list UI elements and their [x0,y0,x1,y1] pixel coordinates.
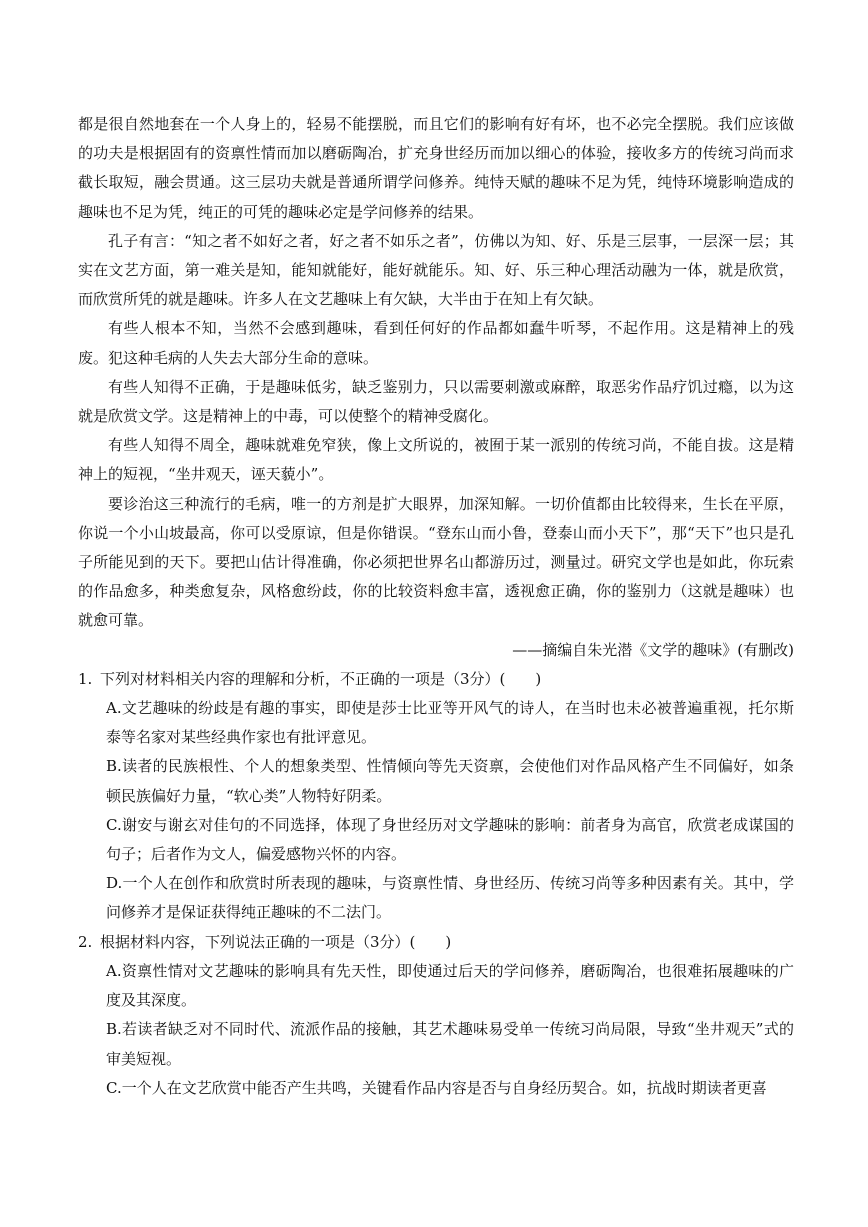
question-2-option-a [106,957,794,1015]
passage-source: ——摘编自朱光潜《文学的趣味》(有删改) [512,640,794,659]
question-1-option-c [106,811,794,869]
passage-paragraph-6: 要诊治这三种流行的毛病，唯一的方剂是扩大眼界，加深知解。一切价值都由比较得来，生长在平原，你说一个小山坡最高，你可以受原谅，但是你错误。“登东山而小鲁，登泰山而小天下”，那“天下”也只是孔子所能见到的天下。要把山估计得准确，你必须把世界名山都游历过，测量过。研究文学也是如此，你玩索的作品愈多，种类愈复杂，风格愈纷歧，你的比较资料愈丰富，透视愈正确，你的鉴别力（这就是趣味）也就愈可靠。 [78,494,794,630]
document-page [78,110,794,1103]
option-letter: C. [106,815,122,834]
question-1-stem [78,665,794,694]
passage-paragraph-2: 孔子有言：“知之者不如好之者，好之者不如乐之者”，仿佛以为知、好、乐是三层事，一层深一层；其实在文艺方面，第一难关是知，能知就能好，能好就能乐。知、好、乐三种心理活动融为一体，就是欣赏，而欣赏所凭的就是趣味。许多人在文艺趣味上有欠缺，大半由于在知上有欠缺。 [78,231,794,309]
question-1-option-a [106,694,794,752]
passage-paragraph-1: 都是很自然地套在一个人身上的，轻易不能摆脱，而且它们的影响有好有坏，也不必完全摆脱。我们应该做的功夫是根据固有的资禀性情而加以磨砺陶冶，扩充身世经历而加以细心的体验，接收多方的传统习尚而求截长取短，融会贯通。这三层功夫就是普通所谓学问修养。纯恃天赋的趣味不足为凭，纯恃环境影响造成的趣味也不足为凭，纯正的可凭的趣味必定是学问修养的结果。 [78,115,794,221]
option-text: 文艺趣味的纷歧是有趣的事实，即使是莎士比亚等开风气的诗人，在当时也未必被普遍重视，托尔斯泰等名家对某些经典作家也有批评意见。 [106,699,794,747]
question-2 [78,928,794,1103]
option-letter: B. [106,1020,122,1039]
passage-paragraph-4: 有些人知得不正确，于是趣味低劣，缺乏鉴别力，只以需要刺激或麻醉，取恶劣作品疗饥过瘾，以为这就是欣赏文学。这是精神上的中毒，可以使整个的精神受腐化。 [78,377,794,426]
option-text: 若读者缺乏对不同时代、流派作品的接触，其艺术趣味易受单一传统习尚局限，导致“坐井观天”式的审美短视。 [106,1020,794,1068]
question-1 [78,665,794,928]
question-stem-text: 下列对材料相关内容的理解和分析，不正确的一项是（3分）( ) [100,669,542,688]
question-2-option-c [106,1074,794,1103]
option-letter: D. [106,874,123,893]
question-number: 1. [78,669,93,688]
option-text: 谢安与谢玄对佳句的不同选择，体现了身世经历对文学趣味的影响：前者身为高官，欣赏老成谋国的句子；后者作为文人，偏爱感物兴怀的内容。 [106,815,794,864]
question-stem-text: 根据材料内容，下列说法正确的一项是（3分）( ) [100,932,452,951]
passage-paragraph-5: 有些人知得不周全，趣味就难免窄狭，像上文所说的，被囿于某一派别的传统习尚，不能自拔。这是精神上的短视，“坐井观天，诬天藐小”。 [78,436,794,484]
option-text: 资禀性情对文艺趣味的影响具有先天性，即使通过后天的学问修养，磨砺陶冶，也很难拓展趣味的广度及其深度。 [106,961,794,1010]
passage-paragraph-3: 有些人根本不知，当然不会感到趣味，看到任何好的作品都如蠢牛听琴，不起作用。这是精神上的残废。犯这种毛病的人失去大部分生命的意味。 [78,319,794,367]
option-letter: A. [106,961,122,980]
option-text: 读者的民族根性、个人的想象类型、性情倾向等先天资禀，会使他们对作品风格产生不同偏好，如条顿民族偏好力量，“软心类”人物特好阴柔。 [106,757,794,805]
question-number: 2. [78,932,93,951]
question-2-option-b [106,1015,794,1073]
option-letter: A. [106,699,122,718]
option-letter: C. [106,1078,122,1097]
question-2-stem [78,928,794,957]
option-text: 一个人在创作和欣赏时所表现的趣味，与资禀性情、身世经历、传统习尚等多种因素有关。其中，学问修养才是保证获得纯正趣味的不二法门。 [106,874,794,922]
option-text: 一个人在文艺欣赏中能否产生共鸣，关键看作品内容是否与自身经历契合。如，抗战时期读者更喜 [121,1078,767,1097]
question-1-option-d [106,869,794,927]
question-1-option-b [106,752,794,810]
option-letter: B. [106,757,122,776]
